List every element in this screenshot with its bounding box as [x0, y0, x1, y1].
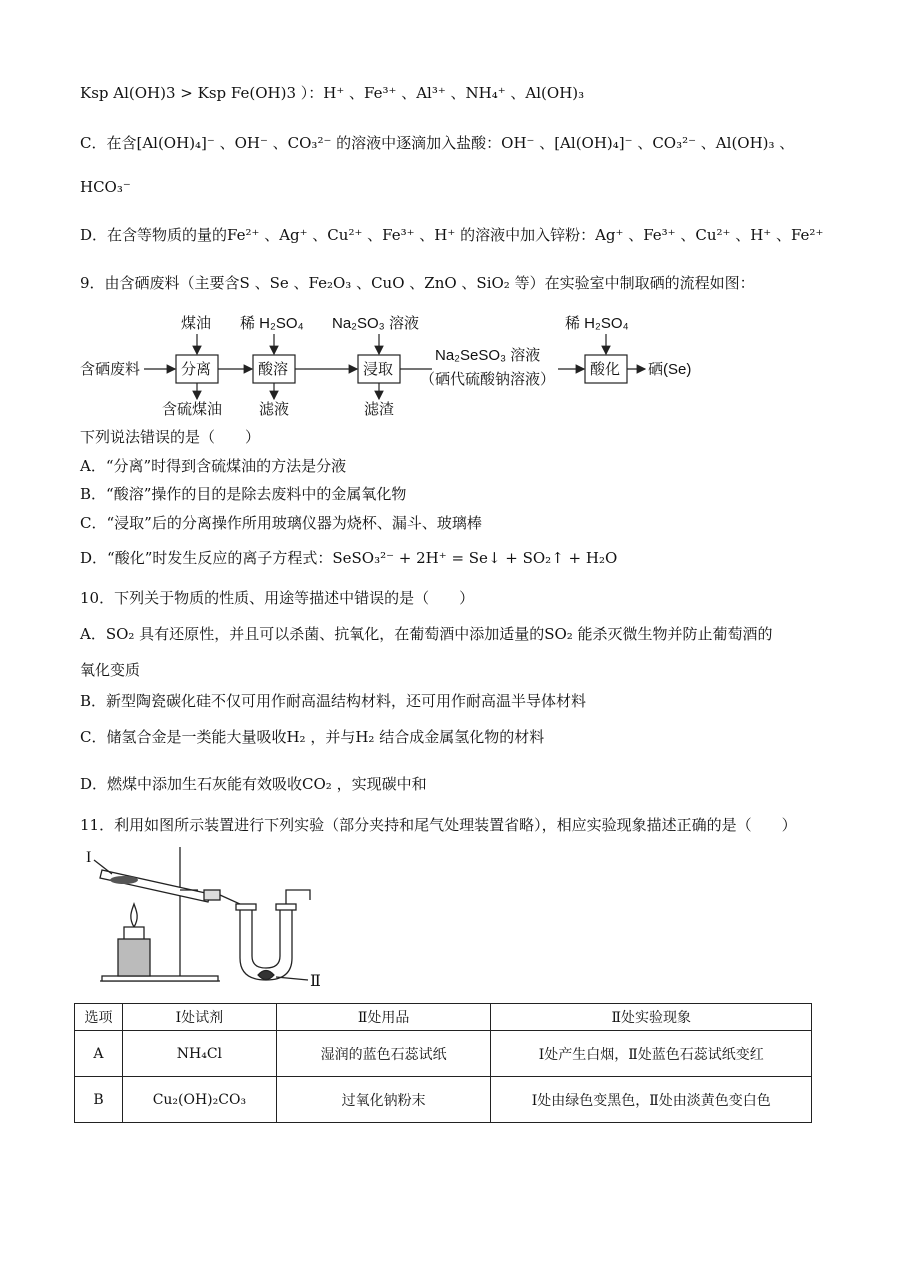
table-cell: I处产生白烟，Ⅱ处蓝色石蕊试纸变红 [491, 1031, 812, 1077]
question-9-option-d: D．“酸化”时发生反应的离子方程式：SeSO₃²⁻ + 2H⁺ = Se↓ + SO₂↑ + H₂O [80, 549, 618, 567]
question-10-stem: 10．下列关于物质的性质、用途等描述中错误的是（ ） [80, 589, 475, 607]
question-10-option-a: A．SO₂ 具有还原性，并且可以杀菌、抗氧化，在葡萄酒中添加适量的SO₂ 能杀灭微生物并防止葡萄酒的 [80, 625, 773, 643]
flow-input-acid-2: 稀 H₂SO₄ [565, 315, 629, 332]
options-table [74, 1003, 812, 1123]
table-row [75, 1077, 812, 1123]
flow-start: 含硒废料 [80, 361, 141, 378]
table-cell: 湿润的蓝色石蕊试纸 [276, 1031, 491, 1077]
question-10-option-b: B．新型陶瓷碳化硅不仅可用作耐高温结构材料，还可用作耐高温半导体材料 [80, 692, 587, 710]
svg-text:分离: 分离 [181, 361, 212, 378]
option-d-line: D．在含等物质的量的Fe²⁺ 、Ag⁺ 、Cu²⁺ 、Fe³⁺ 、H⁺ 的溶液中加入锌粉：Ag⁺ 、Fe³⁺ 、Cu²⁺ 、H⁺ 、Fe²⁺ [80, 226, 824, 244]
table-cell: B [75, 1077, 123, 1123]
svg-text:浸取: 浸取 [363, 361, 394, 378]
question-10-option-c: C．储氢合金是一类能大量吸收H₂ ，并与H₂ 结合成金属氢化物的材料 [80, 728, 545, 746]
flow-output-residue: 滤渣 [364, 401, 395, 418]
svg-text:酸化: 酸化 [590, 361, 621, 378]
label-i: I [86, 849, 92, 866]
flow-output-filtrate: 滤液 [259, 401, 290, 418]
flow-input-kerosene: 煤油 [181, 315, 212, 332]
question-10-option-a-cont: 氧化变质 [80, 661, 141, 679]
option-c-continuation: HCO₃⁻ [80, 178, 131, 196]
table-cell: Cu₂(OH)₂CO₃ [122, 1077, 276, 1123]
flow-mid-line1: Na₂SeSO₃ 溶液 [435, 347, 541, 364]
flow-end: 硒(Se) [648, 361, 692, 378]
svg-text:酸溶: 酸溶 [258, 361, 289, 378]
table-cell: NH₄Cl [122, 1031, 276, 1077]
option-text-line: Ksp Al(OH)3 > Ksp Fe(OH)3 ）：H⁺ 、Fe³⁺ 、Al³⁺ 、NH₄⁺ 、Al(OH)₃ [80, 84, 585, 102]
header-reagent-i: I处试剂 [122, 1004, 276, 1031]
header-phenomenon-ii: Ⅱ处实验现象 [491, 1004, 812, 1031]
question-9-option-b: B．“酸溶”操作的目的是除去废料中的金属氧化物 [80, 485, 407, 503]
label-ii: Ⅱ [310, 973, 321, 990]
question-10-option-d: D．燃煤中添加生石灰能有效吸收CO₂ ，实现碳中和 [80, 775, 427, 793]
table-cell: I处由绿色变黑色，Ⅱ处由淡黄色变白色 [491, 1077, 812, 1123]
question-9-option-c: C．“浸取”后的分离操作所用玻璃仪器为烧杯、漏斗、玻璃棒 [80, 514, 482, 532]
selenium-flow-diagram [80, 308, 720, 428]
question-9-stem: 9．由含硒废料（主要含S 、Se 、Fe₂O₃ 、CuO 、ZnO 、SiO₂ 等）在实验室中制取硒的流程如图： [80, 274, 755, 292]
table-row [75, 1031, 812, 1077]
flow-input-acid: 稀 H₂SO₄ [240, 315, 304, 332]
table-cell: A [75, 1031, 123, 1077]
question-11-stem: 11．利用如图所示装置进行下列实验（部分夹持和尾气处理装置省略），相应实验现象描述正确的是（ ） [80, 816, 797, 834]
flow-mid-line2: （硒代硫酸钠溶液） [420, 371, 556, 388]
flow-input-na2so3: Na₂SO₃ 溶液 [332, 315, 419, 332]
experiment-apparatus [80, 842, 380, 992]
question-9-option-a: A．“分离”时得到含硫煤油的方法是分液 [80, 457, 347, 475]
header-item-ii: Ⅱ处用品 [276, 1004, 491, 1031]
flow-output-kerosene: 含硫煤油 [162, 401, 223, 418]
question-9-prompt: 下列说法错误的是（ ） [80, 428, 261, 446]
header-option: 选项 [75, 1004, 123, 1031]
table-header-row [75, 1004, 812, 1031]
option-c-line: C．在含[Al(OH)₄]⁻ 、OH⁻ 、CO₃²⁻ 的溶液中逐滴加入盐酸：OH⁻ 、[Al(OH)₄]⁻ 、CO₃²⁻ 、Al(OH)₃ 、 [80, 134, 795, 152]
table-cell: 过氧化钠粉末 [276, 1077, 491, 1123]
